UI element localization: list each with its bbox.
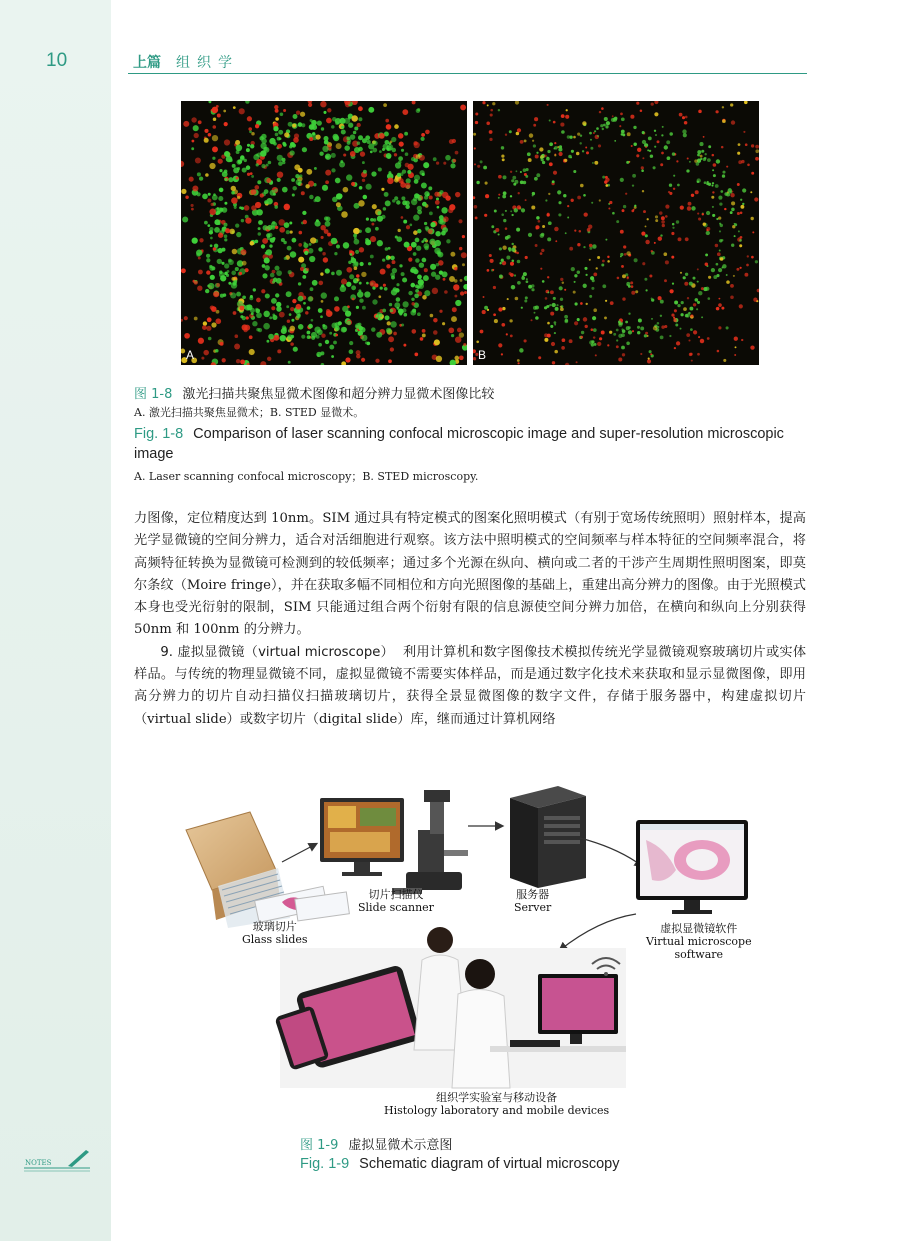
slide-scanner-icon — [320, 790, 468, 894]
fig-1-8-caption-en — [134, 424, 808, 464]
label-slide-scanner-cn: 切片扫描仪 — [368, 888, 424, 901]
header-rule — [128, 73, 807, 74]
paragraph-virtual-microscope-text: 利用计算机和数字图像技术模拟传统光学显微镜观察玻璃切片或实体样品。与传统的物理显微镜不同，虚拟显微镜不需要实体样品，而是通过数字化技术来获取和显示显微图像，即用高分辨力的切片自动扫描仪扫描玻璃切片，获得全景显微图像的数字文件，存储于服务器中，构建虚拟切片（virtual slide）或数字切片（digital slide）库，继而通过计算机网络 — [134, 644, 807, 727]
histology-lab-scene — [274, 927, 626, 1088]
fig-1-9-caption-en — [300, 1154, 619, 1174]
virtual-microscope-monitor-icon — [636, 820, 748, 914]
body-text — [134, 508, 806, 731]
panel-a-label: A — [186, 348, 195, 362]
fig-1-8-title-en: Comparison of laser scanning confocal microscopic image and super-resolution microscopic image — [134, 426, 784, 462]
section-heading: 9. 虚拟显微镜（virtual microscope） — [160, 644, 395, 660]
paragraph-sim: 力图像，定位精度达到 10nm。SIM 通过具有特定模式的图案化照明模式（有别于宽场传统照明）照射样本，提高光学显微镜的空间分辨力，适合对活细胞进行观察。该方法中照明模式的空间频率与样本特征的空间频率混合，将高频特征转换为显微镜可检测到的较低频率；通过多个光源在纵向、横向或二者的干涉产生周期性照明图案，即莫尔条纹（Moire fringe），并在获取多幅不同相位和方向光照图像的基础上，重建出高分辨力的图像。由于光照模式本身也受光衍射的限制，SIM 只能通过组合两个衍射有限的信息源使空间分辨力加倍，在横向和纵向上分别获得 50nm 和 100nm 的分辨力。 — [134, 511, 806, 638]
label-slide-scanner — [358, 888, 434, 914]
page-number: 10 — [46, 50, 68, 71]
label-software-cn: 虚拟显微镜软件 — [660, 922, 738, 935]
arrow-software-to-lab — [560, 914, 636, 950]
svg-text:NOTES: NOTES — [25, 1159, 52, 1167]
label-slide-scanner-en: Slide scanner — [358, 901, 434, 914]
paragraph-virtual-microscope — [134, 642, 806, 731]
header-part: 上篇 — [133, 55, 161, 71]
sted-image — [473, 101, 759, 365]
arrow-slides-to-scanner — [282, 844, 316, 862]
label-software-en-1: Virtual microscope — [646, 935, 752, 948]
label-server-en: Server — [514, 901, 552, 914]
fig-1-8-subcaption-cn: A. 激光扫描共聚焦显微术；B. STED 显微术。 — [134, 406, 365, 419]
label-glass-slides-cn: 玻璃切片 — [252, 920, 297, 933]
margin-strip — [0, 0, 111, 1241]
label-glass-slides — [242, 920, 308, 946]
fig-1-8-subcaption-en: A. Laser scanning confocal microscopy；B. STED microscopy. — [134, 470, 479, 483]
fig-1-9-label-cn: 图 1-9 — [300, 1138, 339, 1153]
fig-1-8-label-en: Fig. 1-8 — [134, 426, 184, 442]
label-histology-lab — [384, 1091, 609, 1117]
sted-image-panel-b — [473, 101, 759, 365]
label-histology-lab-en: Histology laboratory and mobile devices — [384, 1104, 610, 1117]
arrow-server-to-software — [580, 838, 642, 866]
label-glass-slides-en: Glass slides — [242, 933, 308, 946]
server-icon — [510, 786, 586, 888]
label-server — [514, 888, 551, 914]
fig-1-8-label-cn: 图 1-8 — [134, 387, 173, 402]
label-server-cn: 服务器 — [516, 888, 550, 901]
fig-1-9-title-en: Schematic diagram of virtual microscopy — [359, 1156, 620, 1172]
fig-1-8-caption-cn — [134, 383, 494, 402]
label-virtual-microscope-software — [646, 922, 752, 961]
notes-logo-icon — [22, 1148, 92, 1174]
fig-1-9-title-cn: 虚拟显微术示意图 — [348, 1138, 453, 1153]
label-histology-lab-cn: 组织学实验室与移动设备 — [436, 1091, 558, 1104]
label-software-en-2: software — [674, 948, 724, 961]
fig-1-9-label-en: Fig. 1-9 — [300, 1156, 350, 1172]
fig-1-9-caption-cn — [300, 1134, 452, 1153]
confocal-image-panel-a — [181, 101, 467, 365]
panel-b-label: B — [478, 348, 487, 362]
header-title: 组织学 — [176, 55, 239, 71]
fig-1-8-title-cn: 激光扫描共聚焦显微术图像和超分辨力显微术图像比较 — [182, 387, 495, 402]
confocal-image — [181, 101, 467, 365]
